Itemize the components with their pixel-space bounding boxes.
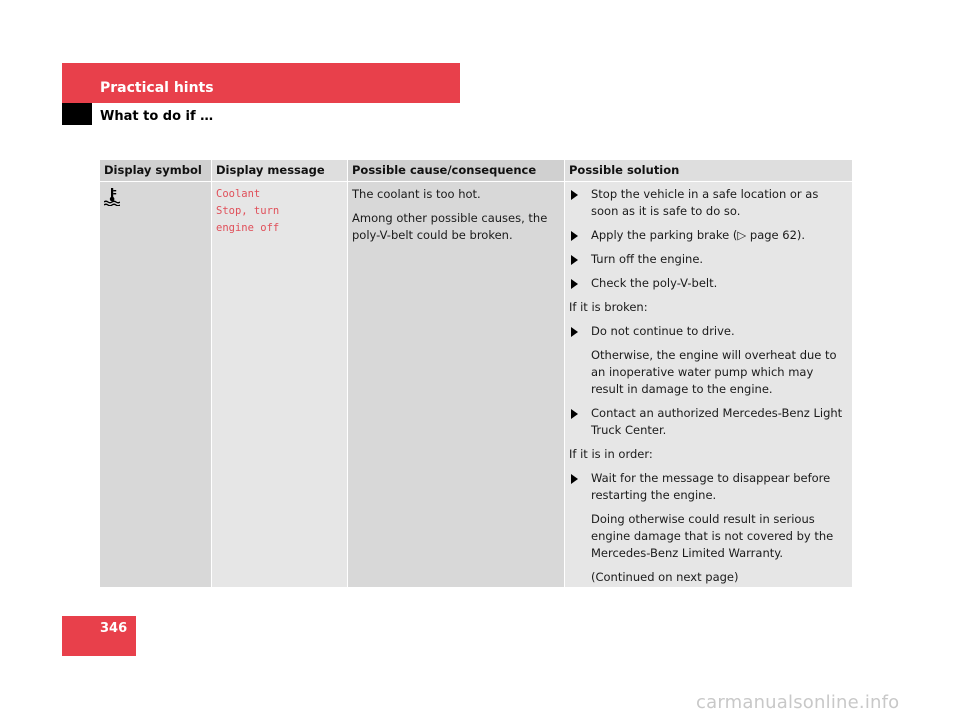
arrow-right-icon (571, 255, 578, 265)
cause-cell (348, 182, 564, 244)
header-display-symbol: Display symbol (100, 160, 211, 182)
continued-note: (Continued on next page) (591, 570, 739, 584)
header-cause: Possible cause/consequence (348, 160, 564, 182)
arrow-right-icon (571, 474, 578, 484)
section-subtitle: What to do if … (100, 109, 214, 124)
cause-line: Among other possible causes, the poly-V-belt could be broken. (352, 211, 548, 242)
column-display-symbol (100, 160, 211, 587)
arrow-right-icon (571, 190, 578, 200)
display-message-text: Coolant Stop, turn engine off (216, 188, 280, 234)
watermark: carmanualsonline.info (696, 692, 900, 713)
step-text: Check the poly-V-belt. (591, 276, 718, 290)
step-text: Wait for the message to disappear before restarting the engine. (591, 471, 831, 502)
symbol-cell (100, 182, 211, 206)
page-ref-icon: ▷ (737, 228, 747, 242)
arrow-right-icon (571, 409, 578, 419)
solution-step (569, 186, 846, 220)
solution-step (569, 323, 846, 340)
step-text: Turn off the engine. (591, 252, 704, 266)
column-solution (565, 160, 852, 587)
solution-step (569, 275, 846, 292)
arrow-right-icon (571, 231, 578, 241)
column-cause (348, 160, 564, 587)
step-text: Stop the vehicle in a safe location or as soon as it is safe to do so. (591, 187, 819, 218)
solution-step (569, 405, 846, 439)
header-display-message: Display message (212, 160, 347, 182)
column-display-message (212, 160, 347, 587)
step-text: Contact an authorized Mercedes-Benz Light Truck Center. (591, 406, 843, 437)
condition-text: If it is in order: (569, 447, 653, 461)
step-text: Do not continue to drive. (591, 324, 735, 338)
solution-cell (565, 182, 852, 586)
cause-line: The coolant is too hot. (352, 187, 481, 201)
page-ref-link: page 62). (746, 228, 806, 242)
header-marker (62, 103, 92, 125)
arrow-right-icon (571, 279, 578, 289)
arrow-right-icon (571, 327, 578, 337)
solution-step (569, 227, 846, 244)
section-title: Practical hints (100, 80, 214, 96)
messages-table (100, 160, 852, 587)
page-number: 346 (100, 621, 128, 636)
solution-step (569, 251, 846, 268)
header-solution: Possible solution (565, 160, 852, 182)
condition-text: If it is broken: (569, 300, 648, 314)
coolant-temperature-icon (104, 188, 120, 206)
solution-step (569, 470, 846, 504)
note-text: Otherwise, the engine will overheat due to an inoperative water pump which may result in damage to the engine. (591, 348, 837, 396)
step-text: Apply the parking brake ( (591, 228, 738, 242)
note-text: Doing otherwise could result in serious engine damage that is not covered by the Mercedes-Benz Limited Warranty. (591, 512, 834, 560)
